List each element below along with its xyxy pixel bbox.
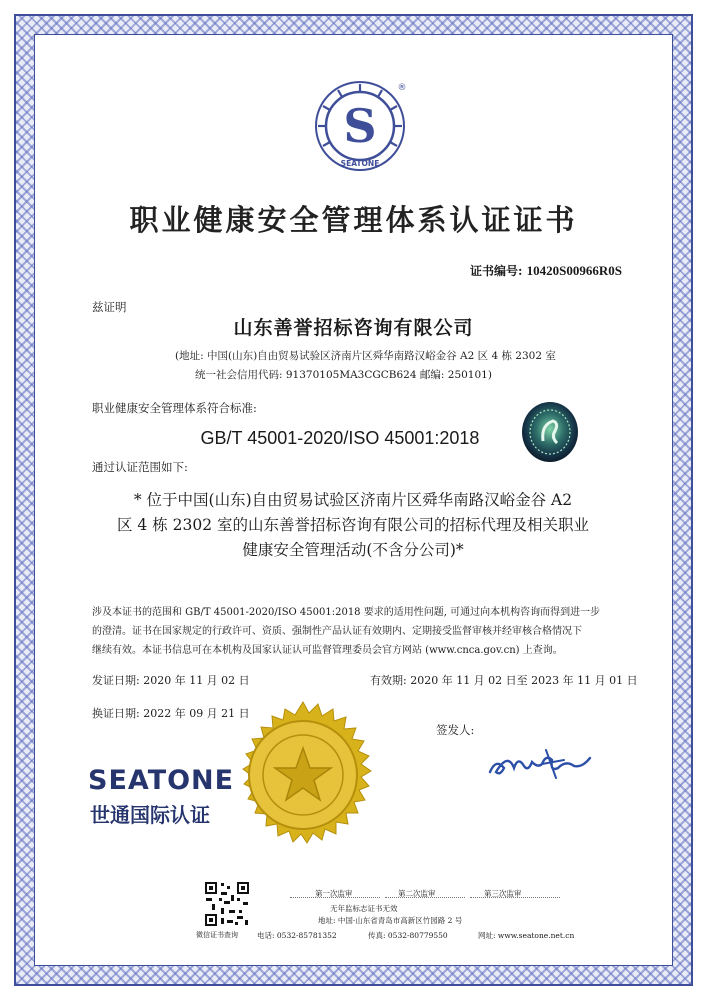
audit-line: [385, 897, 465, 898]
brand-name-en: SEATONE: [88, 765, 235, 796]
scope-text: [92, 488, 614, 563]
certificate-title: 职业健康安全管理体系认证证书: [129, 203, 578, 237]
scope-line: 健康安全管理活动(不含分公司)*: [242, 541, 464, 559]
scope-line: * 位于中国(山东)自由贸易试验区济南片区舜华南路汉峪金谷 A2: [133, 491, 573, 509]
qr-label: 微信证书查询: [196, 931, 238, 939]
hologram-sticker-icon: [521, 401, 579, 463]
footer-phone: 电话: 0532-85781352: [257, 931, 337, 940]
footer-fax: 传真: 0532-80779550: [368, 931, 448, 940]
attest-text: 兹证明: [92, 300, 127, 314]
company-address: (地址: 中国(山东)自由贸易试验区济南片区舜华南路汉峪金谷 A2 区 4 栋 2302 室: [175, 350, 556, 362]
qr-code-icon: [203, 880, 251, 928]
reissue-date: 换证日期: 2022 年 09 月 21 日: [92, 707, 250, 720]
standard-label: 职业健康安全管理体系符合标准:: [92, 401, 257, 415]
brand-name-cn: 世通国际认证: [90, 803, 210, 827]
audit-line: [470, 897, 560, 898]
notice-line: 继续有效。本证书信息可在本机构及国家认证认可监督管理委员会官方网站 (www.cnca.gov.cn) 上查询。: [92, 645, 563, 656]
logo-letter: S: [343, 99, 377, 153]
company-name: 山东善誉招标咨询有限公司: [233, 317, 474, 339]
valid-period: 有效期: 2020 年 11 月 02 日至 2023 年 11 月 01 日: [370, 674, 638, 687]
audit-line: [290, 897, 380, 898]
signer-label: 签发人:: [436, 723, 475, 737]
footer-address: 地址: 中国·山东省青岛市高新区竹园路 2 号: [318, 916, 463, 925]
audit-third-label: 第三次监审: [484, 889, 522, 898]
seatone-logo-icon: [314, 80, 406, 172]
validity-notice: [92, 603, 622, 660]
audit-second-label: 第二次监审: [398, 889, 436, 898]
notice-line: 的澄清。证书在国家规定的行政许可、资质、强制性产品认证有效期内、定期接受监督审核并经审核合格情况下: [92, 626, 582, 637]
standard-value: GB/T 45001-2020/ISO 45001:2018: [200, 428, 480, 448]
scope-label: 通过认证范围如下:: [92, 460, 188, 474]
registered-mark: ®: [397, 83, 406, 93]
logo-ring-text: SEATONE: [340, 159, 380, 168]
credit-code-line: 统一社会信用代码: 91370105MA3CGCB624 邮编: 250101): [195, 369, 492, 381]
audit-first-label: 第一次监审: [315, 889, 353, 898]
scope-line: 区 4 栋 2302 室的山东善誉招标咨询有限公司的招标代理及相关职业: [116, 516, 590, 534]
notice-line: 涉及本证书的范围和 GB/T 45001-2020/ISO 45001:2018 要求的适用性问题, 可通过向本机构咨询而得到进一步: [92, 607, 601, 618]
certificate-number: [470, 262, 622, 279]
annual-seal-notice: 无年监标志证书无效: [330, 904, 398, 913]
certificate-number-label: 证书编号:: [470, 264, 523, 278]
gold-seal-icon: [228, 700, 378, 850]
certificate-number-value: 10420S00966R0S: [526, 263, 622, 278]
footer-website: 网址: www.seatone.net.cn: [478, 931, 575, 940]
issue-date: 发证日期: 2020 年 11 月 02 日: [92, 674, 250, 687]
signature-icon: [486, 738, 594, 786]
